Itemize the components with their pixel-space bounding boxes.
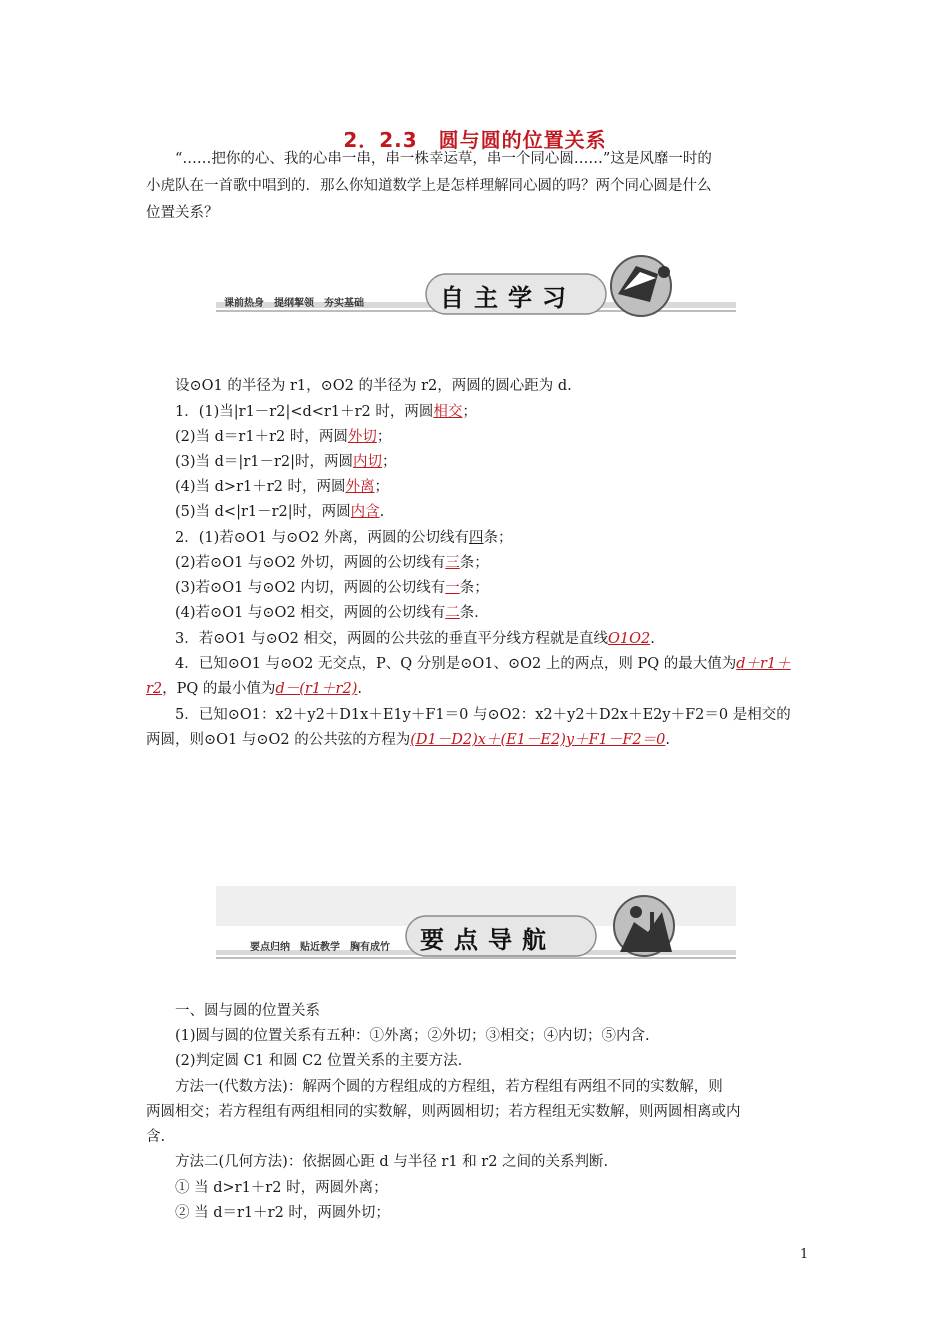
intro-line-2: 小虎队在一首歌中唱到的．那么你知道数学上是怎样理解同心圆的吗？两个同心圆是什么: [146, 178, 712, 194]
reader-illustration-icon: [611, 256, 671, 316]
q2-4-answer: 二: [445, 605, 460, 621]
q1-2-answer: 外切: [347, 429, 377, 445]
method-1-line-1: 方法一(代数方法)：解两个圆的方程组成的方程组，若方程组有两组不同的实数解，则: [175, 1079, 723, 1095]
case-1: ① 当 d>r1＋r2 时，两圆外离；: [175, 1180, 388, 1196]
key-points-banner-heading: 要点导航: [420, 925, 556, 954]
method-1-line-2: 两圆相交；若方程组有两组相同的实数解，则两圆相切；若方程组无实数解，则两圆相离或内: [146, 1104, 741, 1120]
q2-2-answer: 三: [445, 555, 460, 571]
q1-3-text: (3)当 d＝|r1－r2|时，两圆: [175, 454, 354, 470]
q3: [146, 628, 841, 650]
q1-4-end: ；: [374, 479, 390, 495]
page-number: 1: [800, 1247, 809, 1262]
q3-end: .: [650, 631, 655, 647]
q1-3-end: ；: [382, 454, 397, 470]
q1-1: [146, 401, 841, 423]
q5-line-2: [146, 729, 812, 751]
method-2: 方法二(几何方法)：依据圆心距 d 与半径 r1 和 r2 之间的关系判断.: [175, 1154, 609, 1170]
q1-5: [146, 501, 841, 523]
q1-4-text: (4)当 d>r1＋r2 时，两圆: [175, 479, 346, 495]
q2-2-text: (2)若⊙O1 与⊙O2 外切，两圆的公切线有: [175, 555, 446, 571]
q2-4-text: (4)若⊙O1 与⊙O2 相交，两圆的公切线有: [175, 605, 446, 621]
q2-2: [146, 552, 841, 574]
q2-1-text: 2．(1)若⊙O1 与⊙O2 外离，两圆的公切线有: [175, 530, 470, 546]
q1-5-answer: 内含: [350, 504, 380, 520]
q1-1-text: 1．(1)当|r1－r2|<d<r1＋r2 时，两圆: [175, 404, 434, 420]
q4-line-2: [146, 678, 812, 700]
key-points-p1: (1)圆与圆的位置关系有五种：①外离；②外切；③相交；④内切；⑤内含.: [175, 1028, 650, 1044]
setup-line: 设⊙O1 的半径为 r1，⊙O2 的半径为 r2，两圆的圆心距为 d.: [175, 378, 572, 394]
q2-3-text: (3)若⊙O1 与⊙O2 内切，两圆的公切线有: [175, 580, 446, 596]
intro-line-3: 位置关系？: [146, 205, 219, 221]
self-study-banner-heading: 自主学习: [440, 283, 576, 312]
q4-mid-text: ，PQ 的最小值为: [162, 681, 276, 697]
page-title: 2．2.3 圆与圆的位置关系: [343, 128, 607, 152]
q2-4-end: 条．: [459, 605, 489, 621]
q5-end: .: [665, 732, 670, 748]
self-study-banner-subtitle: 课前热身 提纲挈领 夯实基础: [224, 298, 364, 309]
self-study-banner-graphic: [216, 244, 736, 334]
q3-text: 3．若⊙O1 与⊙O2 相交，两圆的公共弦的垂直平分线方程就是直线: [175, 631, 608, 647]
q5-text: 两圆，则⊙O1 与⊙O2 的公共弦的方程为: [146, 732, 411, 748]
q5-answer: (D1－D2)x＋(E1－E2)y＋F1－F2＝0: [410, 732, 666, 748]
method-1-line-3: 含.: [146, 1129, 166, 1145]
q4-text: 4．已知⊙O1 与⊙O2 无交点，P、Q 分别是⊙O1、⊙O2 上的两点，则 PQ 的最大值为: [175, 656, 737, 672]
q5-line-1: 5．已知⊙O1：x2＋y2＋D1x＋E1y＋F1＝0 与⊙O2：x2＋y2＋D2x＋E2y＋F2＝0 是相交的: [175, 707, 791, 723]
q2-3-end: 条；: [459, 580, 489, 596]
q4-end: .: [357, 681, 362, 697]
q1-2: [146, 426, 841, 448]
q2-4: [146, 602, 841, 624]
q4-answer-max-part2: r2: [146, 681, 163, 697]
q1-2-text: (2)当 d＝r1＋r2 时，两圆: [175, 429, 348, 445]
q2-1: [146, 527, 841, 549]
self-study-banner: [216, 244, 736, 334]
q1-1-answer: 相交: [433, 404, 463, 420]
key-points-banner: [216, 882, 736, 972]
key-points-banner-subtitle: 要点归纳 贴近教学 胸有成竹: [250, 942, 390, 953]
q1-5-text: (5)当 d<|r1－r2|时，两圆: [175, 504, 351, 520]
q1-2-end: ；: [376, 429, 392, 445]
q1-1-end: ；: [462, 404, 477, 420]
q1-3: [146, 451, 841, 473]
q2-3: [146, 577, 841, 599]
climber-illustration-icon: [614, 896, 674, 956]
q2-1-end: 条；: [483, 530, 513, 546]
q4-line-1: [146, 653, 841, 675]
key-points-p2: (2)判定圆 C1 和圆 C2 位置关系的主要方法.: [175, 1053, 463, 1069]
q2-2-end: 条；: [459, 555, 489, 571]
q2-1-answer: 四: [469, 530, 484, 546]
key-points-banner-graphic: [216, 882, 736, 972]
q1-4: [146, 476, 841, 498]
case-2: ② 当 d＝r1＋r2 时，两圆外切；: [175, 1205, 390, 1221]
q2-3-answer: 一: [445, 580, 460, 596]
q1-4-answer: 外离: [345, 479, 375, 495]
q1-3-answer: 内切: [353, 454, 383, 470]
q4-answer-max-part1: d＋r1＋: [736, 656, 791, 672]
q4-answer-min: d－(r1＋r2): [275, 681, 358, 697]
q3-answer: O1O2: [607, 631, 651, 647]
q1-5-end: .: [379, 504, 385, 520]
intro-line-1: “……把你的心、我的心串一串，串一株幸运草，串一个同心圆……”这是风靡一时的: [175, 151, 712, 167]
key-points-heading: 一、圆与圆的位置关系: [175, 1003, 320, 1019]
